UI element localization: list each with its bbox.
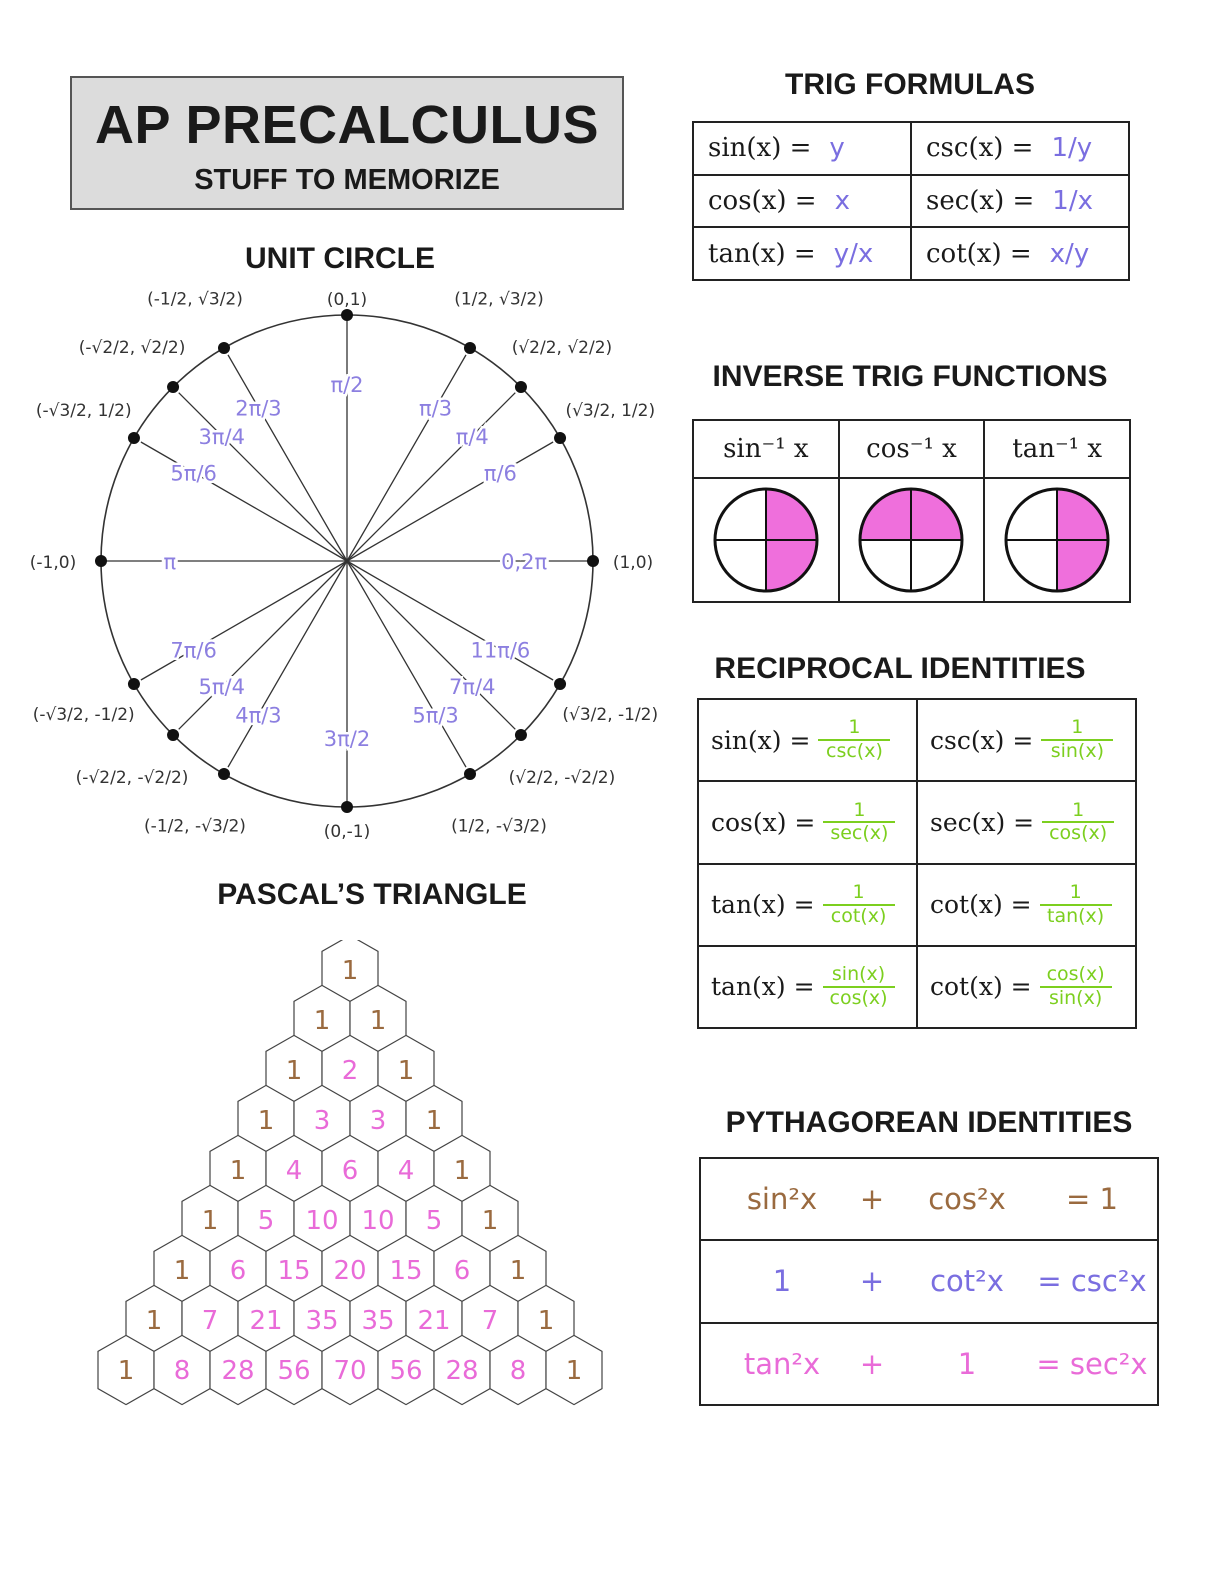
angle-label: 5π/3	[412, 703, 459, 728]
fraction-numerator: 1	[823, 882, 895, 906]
pascal-value: 1	[369, 1006, 387, 1036]
function-value: y	[829, 133, 845, 164]
pascal-value: 1	[425, 1106, 443, 1136]
trig-formula-row	[693, 122, 1129, 175]
reciprocal-row	[698, 864, 1136, 946]
reciprocal-cell	[917, 781, 1136, 863]
pascal-value: 1	[453, 1156, 471, 1186]
radius-line	[347, 442, 553, 561]
function-name: cot(x) =	[926, 238, 1032, 269]
pythagorean-row	[700, 1323, 1158, 1405]
angle-label: 5π/4	[198, 675, 245, 700]
reciprocal-table	[697, 698, 1137, 1029]
identity-term: +	[859, 1264, 885, 1299]
inverse-heading: INVERSE TRIG FUNCTIONS	[712, 360, 1108, 393]
function-name: tan(x) =	[711, 972, 815, 1002]
function-name: sec(x) =	[930, 807, 1035, 837]
reciprocal-cell	[698, 699, 917, 781]
fraction-numerator: 1	[818, 717, 890, 741]
pascal-value: 1	[229, 1156, 247, 1186]
range-cell	[839, 478, 985, 602]
pascal-value: 1	[313, 1006, 331, 1036]
pascal-value: 3	[369, 1106, 387, 1136]
identity-term: cos²x	[928, 1182, 1006, 1217]
pascal-value: 10	[305, 1206, 339, 1236]
reciprocal-cell	[698, 946, 917, 1028]
coordinate-label: (0,-1)	[323, 822, 371, 842]
coordinate-label: (-√3/2, -1/2)	[32, 705, 135, 725]
fraction	[1041, 717, 1113, 763]
radius-line	[141, 442, 347, 561]
pythagorean-identity	[700, 1158, 1158, 1240]
pascal-value: 56	[277, 1356, 311, 1386]
radius-line	[228, 355, 347, 561]
trig-formula-cell	[911, 175, 1129, 228]
trig-formulas-table	[692, 121, 1130, 281]
identity-term: = 1	[1066, 1182, 1118, 1217]
function-name: cos(x) =	[708, 185, 817, 216]
pascal-value: 35	[305, 1306, 339, 1336]
reciprocal-row	[698, 781, 1136, 863]
pythagorean-identity	[700, 1323, 1158, 1405]
identity-term: +	[859, 1346, 885, 1381]
range-cell	[693, 478, 839, 602]
pythagorean-row	[700, 1158, 1158, 1240]
fraction	[1040, 964, 1112, 1010]
reciprocal-row	[698, 699, 1136, 781]
function-value: y/x	[833, 238, 874, 269]
fraction-denominator: tan(x)	[1047, 904, 1105, 927]
fraction-denominator: sin(x)	[1048, 986, 1103, 1009]
coordinate-label: (-1/2, √3/2)	[147, 289, 243, 310]
trig-formula-row	[693, 227, 1129, 280]
range-circle-icon	[1001, 484, 1113, 596]
pascal-value: 7	[201, 1306, 219, 1336]
pascal-value: 1	[397, 1056, 415, 1086]
angle-label: 2π/3	[235, 396, 282, 421]
reciprocal-row	[698, 946, 1136, 1028]
function-name: sin(x) =	[708, 133, 812, 164]
circle-point	[464, 342, 476, 354]
function-value: x/y	[1049, 238, 1090, 269]
pascal-value: 6	[453, 1256, 471, 1286]
page-subtitle: STUFF TO MEMORIZE	[194, 164, 500, 196]
pascal-value: 1	[481, 1206, 499, 1236]
function-name: sec(x) =	[926, 185, 1035, 216]
identity-term: cot²x	[930, 1264, 1004, 1299]
unit-circle-diagram	[0, 280, 690, 860]
pascal-value: 1	[117, 1356, 135, 1386]
trig-formula-cell	[911, 227, 1129, 280]
fraction-numerator: 1	[823, 800, 895, 824]
pascal-value: 1	[341, 956, 359, 986]
fraction-numerator: 1	[1041, 717, 1113, 741]
angle-label: 7π/4	[449, 675, 496, 700]
pascal-triangle	[80, 940, 620, 1420]
trig-formula-row	[693, 175, 1129, 228]
coordinate-label: (-√2/2, -√2/2)	[75, 767, 189, 788]
unit-circle-heading: UNIT CIRCLE	[245, 242, 435, 275]
fraction	[1042, 800, 1114, 846]
reciprocal-cell	[698, 864, 917, 946]
pascal-value: 21	[249, 1306, 283, 1336]
identity-term: = csc²x	[1037, 1264, 1147, 1299]
function-value: 1/x	[1052, 185, 1093, 216]
angle-label: 5π/6	[170, 461, 217, 486]
coordinate-label: (-1/2, -√3/2)	[144, 816, 246, 837]
identity-term: = sec²x	[1036, 1346, 1148, 1381]
fraction-denominator: csc(x)	[826, 740, 883, 763]
coordinate-label: (-√3/2, 1/2)	[35, 401, 132, 421]
inverse-function-label: sin⁻¹ x	[693, 420, 839, 478]
coordinate-label: (√2/2, -√2/2)	[508, 767, 616, 788]
pascal-value: 1	[537, 1306, 555, 1336]
pascal-value: 28	[445, 1356, 479, 1386]
reciprocal-cell	[917, 946, 1136, 1028]
pascal-value: 8	[509, 1356, 527, 1386]
pascal-value: 6	[341, 1156, 359, 1186]
circle-point	[167, 729, 179, 741]
pascal-value: 35	[361, 1306, 395, 1336]
pascal-value: 3	[313, 1106, 331, 1136]
page-title: AP PRECALCULUS	[94, 95, 600, 155]
fraction-denominator: cos(x)	[1049, 822, 1108, 845]
circle-point	[95, 555, 107, 567]
angle-label: π/6	[483, 461, 517, 486]
pascal-value: 2	[341, 1056, 359, 1086]
identity-term: 1	[772, 1264, 792, 1299]
function-name: tan(x) =	[708, 238, 816, 269]
pascal-value: 1	[565, 1356, 583, 1386]
pascal-value: 28	[221, 1356, 255, 1386]
circle-point	[218, 342, 230, 354]
fraction-numerator: cos(x)	[1040, 964, 1112, 988]
inverse-trig-table	[692, 419, 1131, 603]
trig-formula-cell	[693, 175, 911, 228]
function-name: cot(x) =	[930, 972, 1032, 1002]
angle-label: 11π/6	[470, 638, 531, 663]
circle-point	[464, 768, 476, 780]
inverse-label-row	[693, 420, 1130, 478]
coordinate-label: (√3/2, -1/2)	[562, 705, 659, 725]
pascal-value: 8	[173, 1356, 191, 1386]
reciprocal-cell	[917, 699, 1136, 781]
fraction	[823, 800, 895, 846]
trig-formula-cell	[693, 227, 911, 280]
function-name: tan(x) =	[711, 890, 815, 920]
pascal-value: 15	[277, 1256, 311, 1286]
circle-point	[515, 729, 527, 741]
angle-label: 4π/3	[235, 703, 282, 728]
fraction-denominator: sin(x)	[1050, 740, 1104, 763]
pascal-heading: PASCAL’S TRIANGLE	[217, 878, 527, 911]
radius-line	[347, 355, 466, 561]
range-cell	[984, 478, 1130, 602]
pascal-value: 4	[397, 1156, 415, 1186]
pascal-value: 5	[425, 1206, 443, 1236]
inverse-function-label: tan⁻¹ x	[984, 420, 1130, 478]
circle-point	[554, 678, 566, 690]
pascal-value: 1	[173, 1256, 191, 1286]
function-name: csc(x) =	[926, 133, 1034, 164]
reciprocal-cell	[917, 864, 1136, 946]
angle-label: π/2	[330, 372, 364, 397]
function-name: cot(x) =	[930, 890, 1032, 920]
angle-label: 7π/6	[170, 638, 217, 663]
range-circle-icon	[710, 484, 822, 596]
inverse-function-label: cos⁻¹ x	[839, 420, 985, 478]
fraction	[1040, 882, 1112, 928]
pascal-value: 1	[285, 1056, 303, 1086]
function-name: sin(x) =	[711, 725, 811, 755]
pascal-value: 10	[361, 1206, 395, 1236]
pascal-value: 1	[257, 1106, 275, 1136]
pascal-value: 5	[257, 1206, 275, 1236]
fraction	[823, 882, 895, 928]
fraction-denominator: sec(x)	[830, 822, 889, 845]
identity-term: 1	[957, 1346, 977, 1381]
fraction-denominator: cot(x)	[830, 904, 887, 927]
circle-point	[128, 432, 140, 444]
pascal-value: 1	[145, 1306, 163, 1336]
coordinate-label: (√2/2, √2/2)	[511, 338, 613, 359]
pythagorean-heading: PYTHAGOREAN IDENTITIES	[725, 1106, 1133, 1139]
pythagorean-table	[699, 1157, 1159, 1406]
identity-term: +	[859, 1182, 885, 1217]
angle-label: π	[163, 550, 177, 574]
trig-formula-cell	[693, 122, 911, 175]
inverse-range-row	[693, 478, 1130, 602]
pascal-value: 20	[333, 1256, 367, 1286]
angle-label: π/4	[455, 424, 489, 449]
range-circle-icon	[855, 484, 967, 596]
pythagorean-identity	[700, 1240, 1158, 1322]
identity-term: tan²x	[743, 1346, 821, 1381]
identity-term: sin²x	[746, 1182, 818, 1217]
angle-label: 0,2π	[501, 550, 548, 574]
circle-point	[128, 678, 140, 690]
coordinate-label: (1/2, -√3/2)	[451, 816, 547, 837]
pascal-value: 1	[201, 1206, 219, 1236]
pascal-value: 6	[229, 1256, 247, 1286]
fraction	[823, 964, 895, 1010]
pascal-value: 21	[417, 1306, 451, 1336]
pascal-value: 7	[481, 1306, 499, 1336]
fraction-numerator: 1	[1040, 882, 1112, 906]
function-name: cos(x) =	[711, 807, 816, 837]
reciprocal-heading: RECIPROCAL IDENTITIES	[714, 652, 1086, 685]
coordinate-label: (-√2/2, √2/2)	[78, 338, 186, 359]
function-value: 1/y	[1051, 133, 1093, 164]
pythagorean-row	[700, 1240, 1158, 1322]
trig-formulas-heading: TRIG FORMULAS	[785, 68, 1035, 101]
circle-point	[341, 309, 353, 321]
function-value: x	[834, 185, 850, 216]
coordinate-label: (-1,0)	[29, 553, 77, 573]
circle-point	[515, 381, 527, 393]
fraction-denominator: cos(x)	[829, 986, 888, 1009]
pascal-value: 15	[389, 1256, 423, 1286]
coordinate-label: (0,1)	[326, 290, 368, 310]
circle-point	[218, 768, 230, 780]
circle-point	[341, 801, 353, 813]
circle-point	[587, 555, 599, 567]
pascal-value: 4	[285, 1156, 303, 1186]
coordinate-label: (1/2, √3/2)	[454, 289, 544, 310]
function-name: csc(x) =	[930, 725, 1034, 755]
coordinate-label: (√3/2, 1/2)	[565, 401, 656, 421]
trig-formula-cell	[911, 122, 1129, 175]
circle-point	[167, 381, 179, 393]
pascal-value: 1	[509, 1256, 527, 1286]
pascal-value: 70	[333, 1356, 367, 1386]
angle-label: π/3	[419, 396, 453, 421]
angle-label: 3π/4	[198, 424, 245, 449]
title-box	[70, 76, 624, 210]
angle-label: 3π/2	[323, 727, 371, 752]
fraction	[818, 717, 890, 763]
coordinate-label: (1,0)	[612, 553, 654, 573]
fraction-numerator: sin(x)	[823, 964, 895, 988]
pascal-value: 56	[389, 1356, 423, 1386]
reciprocal-cell	[698, 781, 917, 863]
circle-point	[554, 432, 566, 444]
fraction-numerator: 1	[1042, 800, 1114, 824]
